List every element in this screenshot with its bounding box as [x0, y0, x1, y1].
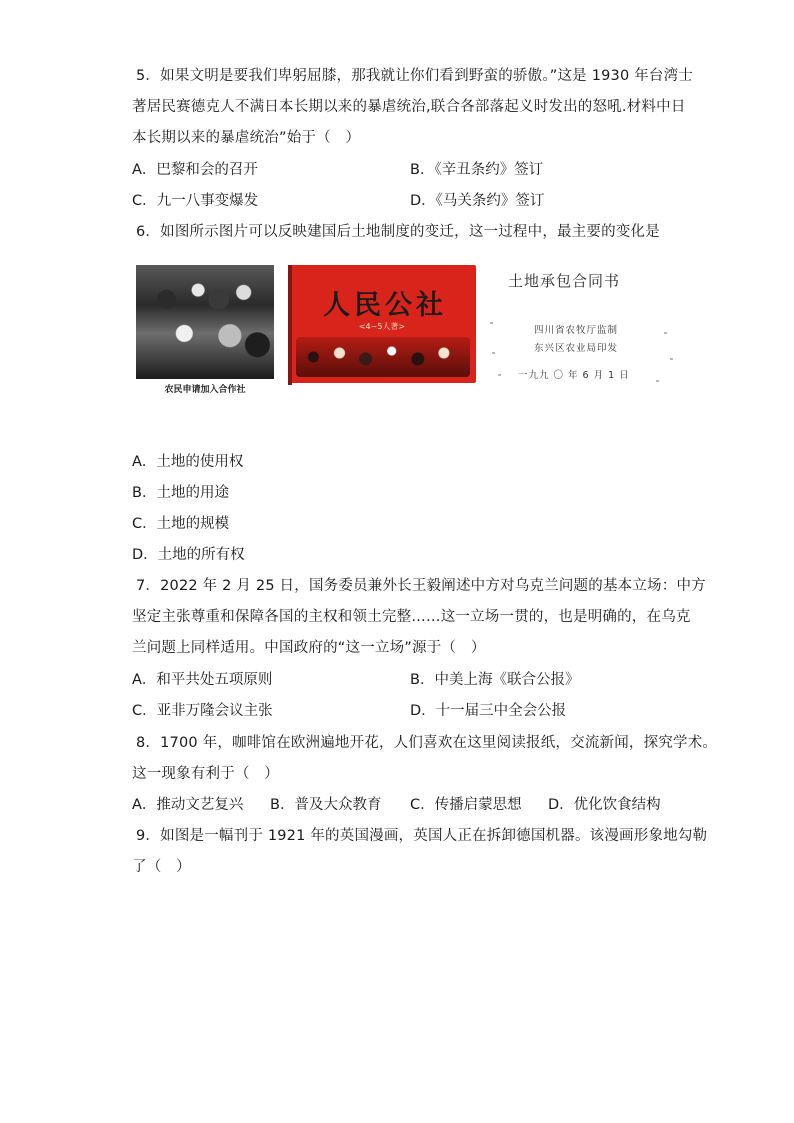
q6-option-a: A．土地的使用权: [132, 454, 244, 470]
q5-option-b: B．《辛丑条约》签订: [410, 162, 544, 178]
q5-option-d: D．《马关条约》签订: [410, 193, 545, 209]
scan-speck: [670, 358, 673, 360]
q8-option-d: D．优化饮食结构: [548, 797, 661, 813]
q8-option-c: C．传播启蒙思想: [410, 797, 522, 813]
q7-stem-line-3: 兰问题上同样适用。中国政府的“这一立场”源于（ ）: [132, 640, 486, 656]
q7-option-a: A．和平共处五项原则: [132, 672, 273, 688]
q7-option-c: C．亚非万隆会议主张: [132, 703, 273, 719]
q5-option-a: A．巴黎和会的召开: [132, 162, 258, 178]
q7-option-b: B．中美上海《联合公报》: [410, 672, 580, 688]
q9-stem-line-2: 了（ ）: [132, 859, 191, 875]
q8-option-b: B．普及大众教育: [270, 797, 382, 813]
q7-stem-line-2: 坚定主张尊重和保障各国的主权和领土完整……这一立场一贯的，也是明确的，在乌克: [132, 609, 691, 625]
scan-speck: [498, 374, 501, 376]
farmers-photo-image: [136, 265, 274, 379]
cooperative-photo: [136, 265, 274, 395]
contract-issuer-1: 四川省农牧厅监制: [534, 325, 619, 336]
q5-stem-line-2: 著居民赛德克人不满日本长期以来的暴虐统治,联合各部落起义时发出的怒吼.材料中日: [132, 99, 686, 115]
q7-stem-line-1: 7．2022 年 2 月 25 日，国务委员兼外长王毅阐述中方对乌克兰问题的基本立场：中方: [136, 578, 706, 594]
contract-title: 土地承包合同书: [508, 272, 621, 290]
q5-stem-line-3: 本长期以来的暴虐统治”始于（ ）: [132, 130, 361, 146]
scan-speck: [656, 380, 659, 382]
peoples-commune-poster: [288, 265, 476, 385]
crowd-illustration: [296, 337, 470, 377]
q8-stem-line-1: 8．1700 年，咖啡馆在欧洲遍地开花，人们喜欢在这里阅读报纸，交流新闻，探究学术。: [136, 735, 718, 751]
q5-stem-line-1: 5．如果文明是要我们卑躬屈膝，那我就让你们看到野蛮的骄傲。”这是 1930 年台湾士: [136, 68, 694, 84]
q5-option-c: C．九一八事变爆发: [132, 193, 259, 209]
photo-caption: 农民申请加入合作社: [164, 385, 246, 395]
q6-option-c: C．土地的规模: [132, 516, 230, 532]
land-contract-image: [488, 262, 684, 390]
scan-speck: [490, 322, 493, 324]
scan-speck: [492, 352, 495, 354]
scan-speck: [664, 332, 667, 334]
q9-stem-line-1: 9．如图是一幅刊于 1921 年的英国漫画，英国人正在拆卸德国机器。该漫画形象地勾勒: [136, 828, 708, 844]
q8-stem-line-2: 这一现象有利于（ ）: [132, 766, 279, 782]
poster-subtitle: <4~5人著>: [358, 322, 406, 331]
q7-option-d: D．十一届三中全会公报: [410, 703, 567, 719]
poster-title: 人民公社: [323, 290, 447, 321]
contract-date: 一九九 〇 年 6 月 1 日: [518, 370, 630, 381]
q6-option-b: B．土地的用途: [132, 485, 229, 501]
q8-option-a: A．推动文艺复兴: [132, 797, 244, 813]
q6-stem-line-1: 6．如图所示图片可以反映建国后土地制度的变迁，这一过程中，最主要的变化是: [136, 224, 660, 240]
contract-issuer-2: 东兴区农业局印发: [534, 343, 619, 354]
q6-option-d: D．土地的所有权: [132, 547, 245, 563]
